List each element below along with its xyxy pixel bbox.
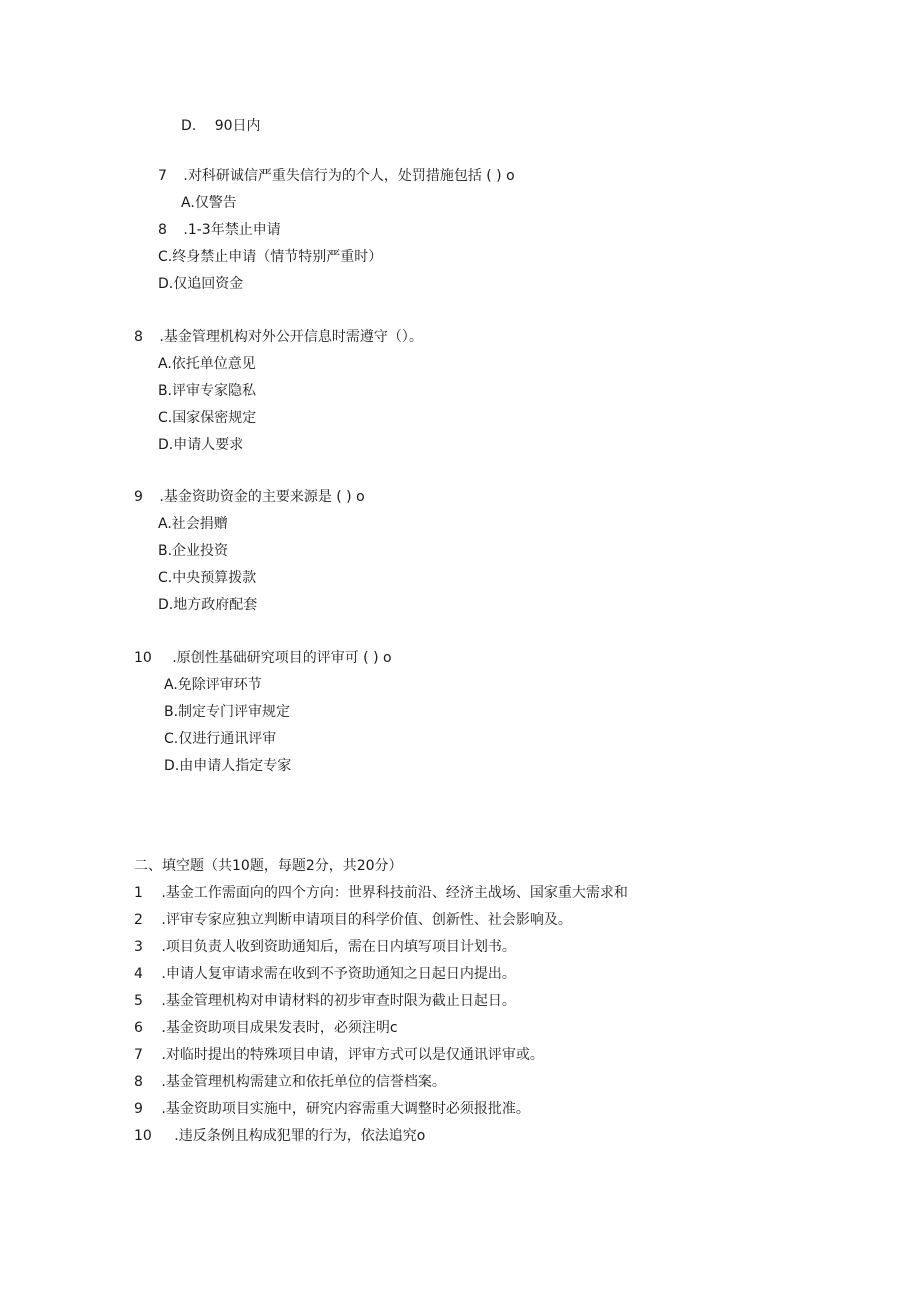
q8-option-a: A.依托单位意见 xyxy=(158,356,256,372)
blank-item xyxy=(134,911,572,929)
option-letter: D. xyxy=(181,118,197,134)
item-number: 8 xyxy=(134,1074,143,1090)
q8-option-c: C.国家保密规定 xyxy=(158,410,257,426)
section-title: 二、填空题（共10题，每题2分，共20分） xyxy=(134,858,403,874)
q9-option-d: D.地方政府配套 xyxy=(158,597,258,613)
option-d-prev xyxy=(181,117,261,135)
q10-option-a: A.免除评审环节 xyxy=(164,677,262,693)
blank-item xyxy=(134,938,516,956)
q10-option-c: C.仅进行通讯评审 xyxy=(164,731,277,747)
item-number: 1 xyxy=(134,885,143,901)
blank-item xyxy=(134,1019,398,1037)
blank-item xyxy=(134,992,516,1010)
item-number: 7 xyxy=(134,1047,143,1063)
item-text: .基金管理机构对申请材料的初步审查时限为截止日起日。 xyxy=(161,993,516,1009)
q9-option-b: B.企业投资 xyxy=(158,543,229,559)
question-number: 9 xyxy=(134,489,143,505)
blank-item xyxy=(134,965,516,983)
blank-item xyxy=(134,1073,446,1091)
question-text: .对科研诚信严重失信行为的个人，处罚措施包括 ( ) o xyxy=(183,168,515,184)
question-10 xyxy=(134,649,392,667)
item-number: 4 xyxy=(134,966,143,982)
question-8 xyxy=(134,328,423,346)
q8-option-b: B.评审专家隐私 xyxy=(158,383,257,399)
question-number: 10 xyxy=(134,650,152,666)
q7-option-b xyxy=(158,221,281,239)
item-text: .对临时提出的特殊项目申请，评审方式可以是仅通讯评审或。 xyxy=(161,1047,544,1063)
q9-option-a: A.社会捐赠 xyxy=(158,516,228,532)
question-9 xyxy=(134,488,365,506)
q10-option-d: D.由申请人指定专家 xyxy=(164,758,292,774)
item-text: .违反条例且构成犯罪的行为，依法追究o xyxy=(174,1128,426,1144)
question-text: .基金资助资金的主要来源是 ( ) o xyxy=(159,489,365,505)
question-7 xyxy=(158,167,515,185)
item-text: .基金工作需面向的四个方向：世界科技前沿、经济主战场、国家重大需求和 xyxy=(161,885,628,901)
q8-option-d: D.申请人要求 xyxy=(158,437,244,453)
question-number: 8 xyxy=(134,329,143,345)
option-text: 90日内 xyxy=(214,118,261,134)
item-text: .评审专家应独立判断申请项目的科学价值、创新性、社会影响及。 xyxy=(161,912,572,928)
q7-option-d: D.仅追回资金 xyxy=(158,276,244,292)
item-text: .基金资助项目成果发表时，必须注明c xyxy=(161,1020,398,1036)
option-text: .1-3年禁止申请 xyxy=(183,222,281,238)
blank-item xyxy=(134,1127,425,1145)
item-number: 9 xyxy=(134,1101,143,1117)
question-text: .原创性基础研究项目的评审可 ( ) o xyxy=(172,650,392,666)
item-text: .基金管理机构需建立和依托单位的信誉档案。 xyxy=(161,1074,446,1090)
question-text: .基金管理机构对外公开信息时需遵守（）。 xyxy=(159,329,423,345)
item-number: 5 xyxy=(134,993,143,1009)
item-number: 3 xyxy=(134,939,143,955)
blank-item xyxy=(134,1046,544,1064)
q10-option-b: B.制定专门评审规定 xyxy=(164,704,291,720)
item-number: 2 xyxy=(134,912,143,928)
question-number: 7 xyxy=(158,168,167,184)
q7-option-a: A.仅警告 xyxy=(181,195,237,211)
q9-option-c: C.中央预算拨款 xyxy=(158,570,257,586)
q7-option-c: C.终身禁止申请（情节特别严重时） xyxy=(158,249,383,265)
item-text: .基金资助项目实施中，研究内容需重大调整时必须报批准。 xyxy=(161,1101,530,1117)
item-text: .项目负责人收到资助通知后，需在日内填写项目计划书。 xyxy=(161,939,516,955)
item-number: 10 xyxy=(134,1128,152,1144)
item-text: .申请人复审请求需在收到不予资助通知之日起日内提出。 xyxy=(161,966,516,982)
option-number: 8 xyxy=(158,222,167,238)
blank-item xyxy=(134,1100,530,1118)
blank-item xyxy=(134,884,628,902)
item-number: 6 xyxy=(134,1020,143,1036)
